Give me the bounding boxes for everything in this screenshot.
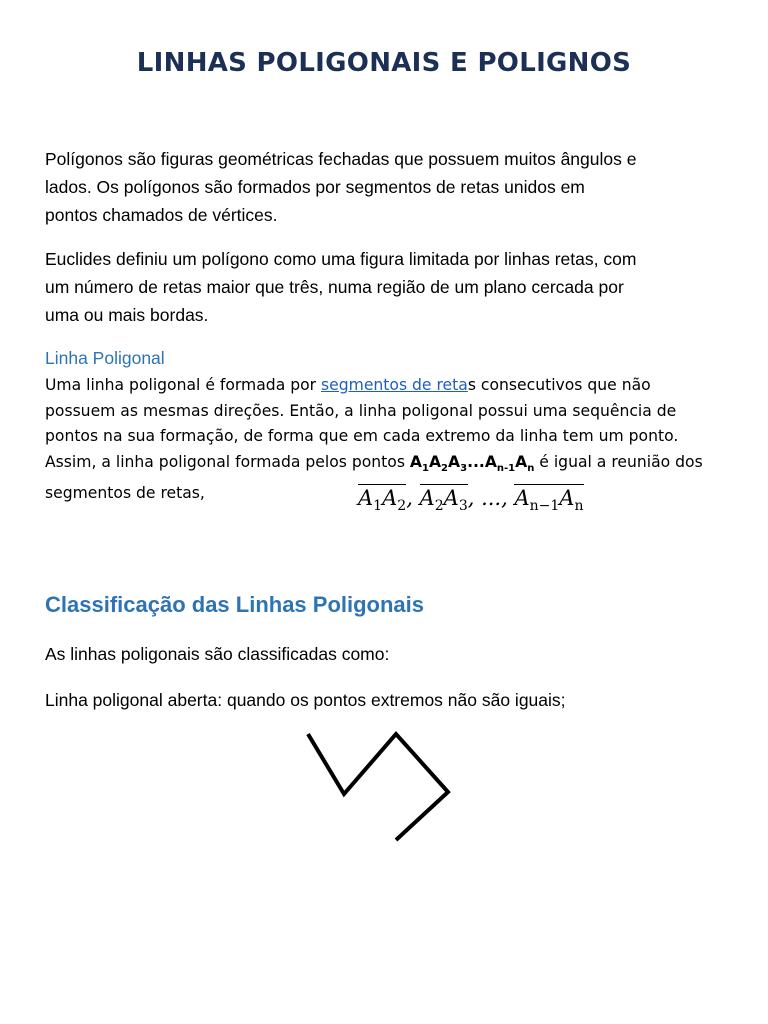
lp-line-5: segmentos de retas, [45, 484, 205, 503]
lp-line-4-pre: Assim, a linha poligonal formada pelos pontos [45, 452, 410, 471]
classificacao-heading: Classificação das Linhas Poligonais [45, 592, 425, 617]
euclides-line-3: uma ou mais bordas. [45, 305, 209, 325]
segmentos-de-reta-link[interactable]: segmentos de reta [321, 376, 468, 394]
intro-line-2: lados. Os polígonos são formados por segmentos de retas unidos em [45, 177, 585, 197]
lp-line-1-post: s consecutivos que não [467, 376, 651, 394]
linha-poligonal-heading: Linha Poligonal [45, 348, 165, 368]
intro-line-3: pontos chamados de vértices. [45, 205, 278, 225]
linha-aberta-term: Linha poligonal aberta [45, 690, 218, 710]
segments-formula: $A_1A_2$, $A_2A_3$, ..., $A_{n-1}A_n$ [358, 486, 584, 515]
intro-paragraph [45, 145, 735, 229]
page-title: LINHAS POLIGONAIS E POLIGNOS [136, 48, 632, 78]
intro-line-1: são figuras geométricas fechadas que possuem muitos ângulos e [122, 149, 637, 169]
euclides-paragraph [45, 245, 735, 329]
euclides-line-1: Euclides definiu um polígono como uma figura limitada por linhas retas, com [45, 249, 637, 269]
poligonos-term: Polígonos [45, 149, 123, 169]
open-polygonal-line [308, 734, 448, 840]
classificacao-intro: As linhas poligonais são classificadas como: [45, 644, 390, 664]
linha-aberta-desc: : quando os pontos extremos não são iguais; [217, 690, 566, 710]
open-polygonal-line-figure [300, 726, 460, 846]
lp-line-2: possuem as mesmas direções. Então, a linha poligonal possui uma sequência de [45, 401, 677, 420]
points-sequence: $A_1A_2A_3...A_{n-1}A_n$ [409, 452, 535, 474]
euclides-line-2: um número de retas maior que três, numa região de um plano cercada por [45, 277, 624, 297]
lp-line-3: pontos na sua formação, de forma que em cada extremo da linha tem um ponto. [45, 427, 679, 445]
lp-line-1-pre: Uma linha poligonal é formada por [45, 376, 322, 394]
linha-aberta-paragraph [45, 686, 735, 714]
lp-line-4-post: é igual a reunião dos [534, 452, 703, 471]
